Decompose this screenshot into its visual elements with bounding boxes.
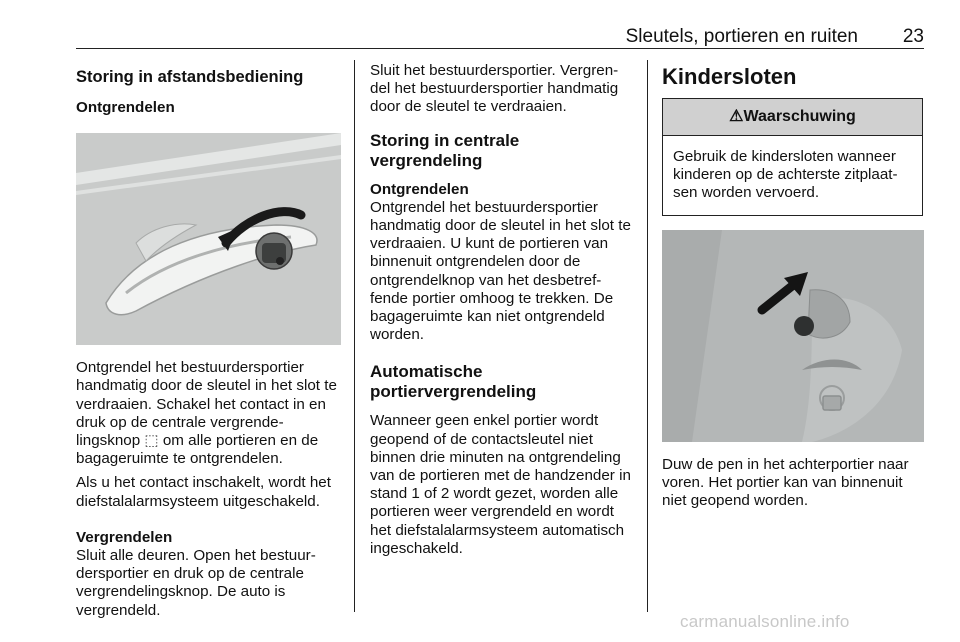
central-paragraph: Ontgrendel het bestuurdersportier handmatig door de sleutel in het slot te verdraaien. U kunt de portieren van binnenuit ontgrendelen door de ontgrendelknop van het desbetreffende portier omhoog te trekken. De bagageruimte kan niet ontgrendeld worden. (370, 198, 631, 344)
column-1 (76, 62, 341, 620)
column-divider (647, 60, 648, 612)
watermark: carmanualsonline.info (680, 612, 850, 631)
page-header (76, 26, 924, 49)
subheading-unlock: Ontgrendelen (76, 99, 175, 116)
intro-paragraph: Sluit het bestuurdersportier. Vergrendel het bestuurdersportier handmatig door de sleutel te verdraaien. (370, 62, 619, 116)
section-title: Sleutels, portieren en ruiten (625, 26, 858, 47)
unlock-text-part-1: Ontgrendel het bestuurdersportier handmatig door de sleutel in het slot te verdraaien. Schakel het contact in en druk op de centrale vergrendelingsknop (76, 359, 337, 450)
child-lock-illustration (662, 230, 924, 442)
unlock-paragraph-2: Als u het contact inschakelt, wordt het diefstalalarmsysteem uitgeschakeld. (76, 474, 331, 510)
warning-header (663, 99, 922, 136)
heading-remote-failure: Storing in afstandsbediening (76, 68, 304, 86)
warning-box (662, 98, 923, 216)
subheading-unlock-central: Ontgrendelen (370, 180, 469, 198)
auto-lock-paragraph: Wanneer geen enkel portier wordt geopend of de contactsleutel niet binnen drie minuten na ontgrendeling van de portieren met de handzender in stand 1 of 2 wordt gezet, worden alle portieren weer vergrendeld en wordt het diefstalalarmsysteem automatisch ingeschakeld. (370, 412, 631, 557)
page-number: 23 (902, 26, 924, 47)
door-handle-figure (76, 133, 341, 345)
child-lock-figure (662, 230, 924, 442)
unlock-paragraph-1 (76, 359, 341, 468)
subheading-lock: Vergrendelen (76, 528, 173, 546)
column-divider (354, 60, 355, 612)
warning-title: Waarschuwing (743, 108, 856, 125)
warning-body (663, 136, 922, 215)
warning-text: Gebruik de kindersloten wanneer kinderen op de achterste zitplaatsen worden vervoerd. (673, 148, 898, 202)
lock-paragraph: Sluit alle deuren. Open het bestuurdersportier en druk op de centrale vergrendelingsknop. De auto is vergrendeld. (76, 547, 316, 619)
lock-cylinder (256, 233, 292, 269)
column-3 (662, 62, 924, 510)
heading-auto-lock: Automatische portiervergrendeling (370, 362, 537, 402)
central-lock-button-icon: ⬚ (144, 432, 159, 450)
door-handle-illustration (76, 133, 341, 345)
column-2 (370, 62, 633, 558)
heading-central-failure: Storing in centrale vergrendeling (370, 130, 520, 170)
child-lock-paragraph: Duw de pen in het achterportier naar voren. Het portier kan van binnenuit niet geopend worden. (662, 455, 909, 510)
warning-triangle-icon: ⚠ (729, 108, 744, 125)
heading-child-locks: Kindersloten (662, 64, 797, 89)
unlock-text-part-2: om alle portieren en de bagageruimte te ontgrendelen. (76, 432, 319, 468)
